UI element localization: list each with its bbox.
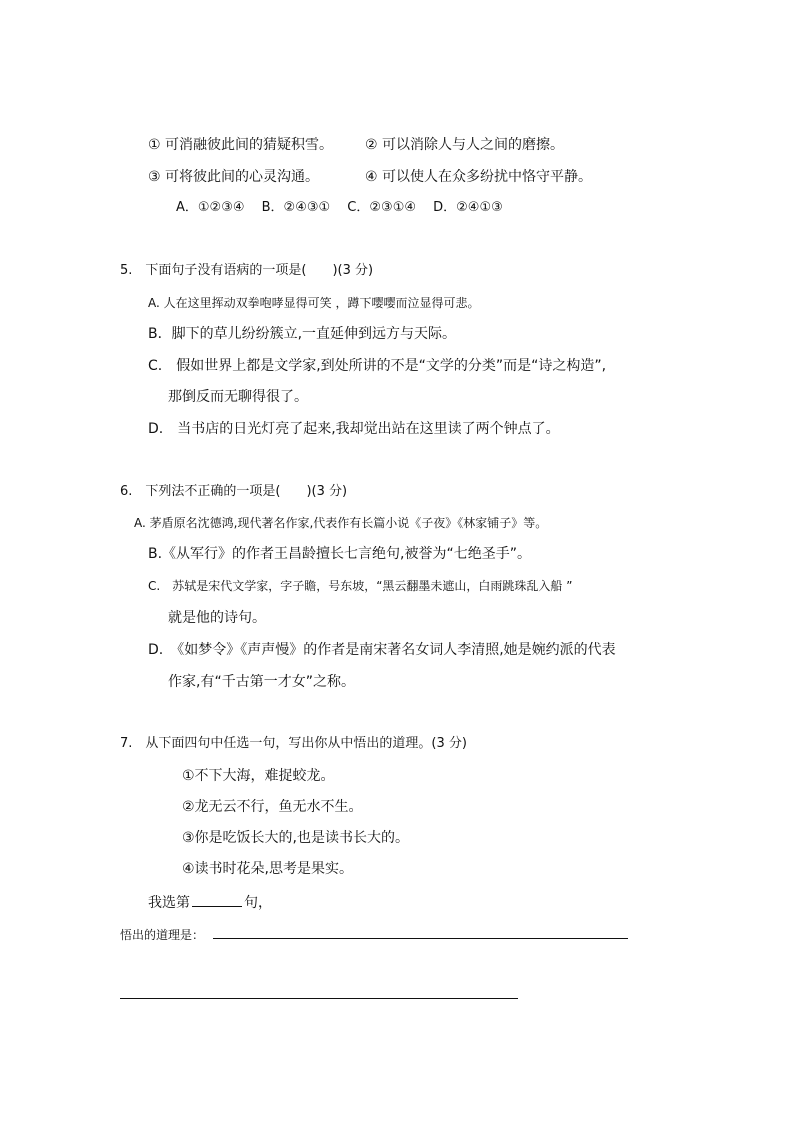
option-3: ③ 可将彼此间的心灵沟通。 bbox=[148, 169, 320, 185]
q7-stem: 7. 从下面四句中任选一句，写出你从中悟出的道理。(3 分) bbox=[120, 736, 467, 751]
option-2: ② 可以消除人与人之间的磨擦。 bbox=[365, 137, 565, 153]
q4-choices: A．①②③④ B．②④③① C．②③①④ D．②④①③ bbox=[176, 200, 503, 215]
q7-lesson-label: 悟出的道理是： bbox=[120, 928, 205, 942]
q7-choice-blank[interactable] bbox=[192, 892, 242, 907]
q6-option-c-line2: 就是他的诗句。 bbox=[168, 610, 266, 626]
q7-choice-prefix: 我选第 bbox=[148, 895, 190, 911]
q6-option-d-line1: D. 《如梦令》《声声慢》的作者是南宋著名女词人李清照,她是婉约派的代表 bbox=[148, 642, 616, 658]
option-1: ① 可消融彼此间的猜疑积雪。 bbox=[148, 137, 334, 153]
q5-option-d: D. 当书店的日光灯亮了起来,我却觉出站在这里读了两个钟点了。 bbox=[148, 421, 560, 437]
q7-choice-line bbox=[148, 892, 272, 912]
q6-stem: 6. 下列法不正确的一项是( )(3 分) bbox=[120, 484, 348, 499]
q7-choice-suffix: 句， bbox=[244, 895, 272, 911]
q7-answer-line-1[interactable] bbox=[213, 938, 628, 939]
q5-option-a: A. 人在这里挥动双拳咆哮显得可笑 ，蹲下嘤嘤而泣显得可悲。 bbox=[148, 296, 480, 310]
q7-sentence-3: ③你是吃饭长大的,也是读书长大的。 bbox=[182, 830, 410, 846]
q5-option-b: B．脚下的草儿纷纷簇立,一直延伸到远方与天际。 bbox=[148, 326, 457, 342]
q6-option-b: B.《从军行》的作者王昌龄擅长七言绝句,被誉为“七绝圣手”。 bbox=[148, 546, 532, 562]
q7-sentence-4: ④读书时花朵,思考是果实。 bbox=[182, 861, 354, 877]
q6-option-c-line1: C. 苏轼是宋代文学家，字子瞻，号东坡，“黑云翻墨未遮山，白雨跳珠乱入船 ” bbox=[148, 579, 573, 593]
q7-sentence-1: ①不下大海，难捉蛟龙。 bbox=[182, 768, 335, 784]
q5-stem: 5. 下面句子没有语病的一项是( )(3 分) bbox=[120, 263, 374, 278]
q7-sentence-2: ②龙无云不行，鱼无水不生。 bbox=[182, 799, 363, 815]
q5-option-c-line1: C. 假如世界上都是文学家,到处所讲的不是“文学的分类”而是“诗之构造”, bbox=[148, 358, 607, 374]
q7-answer-line-2[interactable] bbox=[120, 998, 518, 999]
q5-option-c-line2: 那倒反而无聊得很了。 bbox=[168, 389, 308, 405]
q6-option-a: A. 茅盾原名沈德鸿,现代著名作家,代表作有长篇小说《子夜》《林家铺子》等。 bbox=[134, 516, 548, 530]
q6-option-d-line2: 作家,有“千古第一才女”之称。 bbox=[168, 674, 355, 690]
option-4: ④ 可以使人在众多纷扰中恪守平静。 bbox=[365, 169, 593, 185]
